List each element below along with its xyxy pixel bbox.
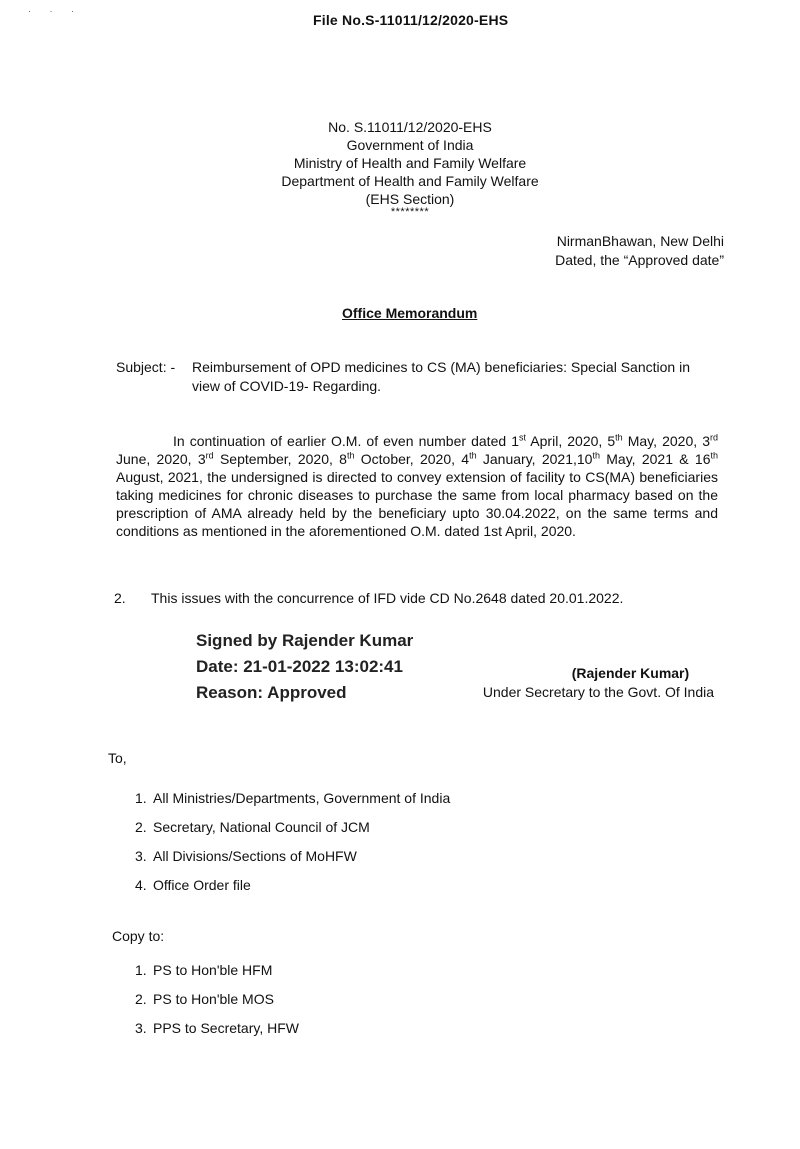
- file-number: File No.S-11011/12/2020-EHS: [313, 12, 509, 28]
- list-item: 3. All Divisions/Sections of MoHFW: [135, 848, 357, 864]
- list-item: 3. PPS to Secretary, HFW: [135, 1020, 299, 1036]
- paragraph-2-text: This issues with the concurrence of IFD vide CD No.2648 dated 20.01.2022.: [151, 590, 624, 606]
- separator-stars: ********: [390, 206, 430, 218]
- section-line: (EHS Section): [365, 191, 455, 207]
- paragraph-2: [114, 590, 623, 606]
- signed-by: Signed by Rajender Kumar: [196, 631, 414, 650]
- letterhead: [240, 118, 580, 216]
- scan-specks: · · ·: [28, 6, 82, 16]
- reference-number: No. S.11011/12/2020-EHS: [328, 119, 492, 135]
- paragraph-2-number: 2.: [114, 590, 126, 606]
- signatory-name: (Rajender Kumar): [571, 665, 690, 681]
- recipients-list: [135, 790, 450, 906]
- list-item: 2. PS to Hon'ble MOS: [135, 991, 274, 1007]
- signature-reason: Reason: Approved: [196, 683, 347, 702]
- signatory-designation: Under Secretary to the Govt. Of India: [482, 684, 714, 700]
- ministry-line: Ministry of Health and Family Welfare: [293, 155, 527, 171]
- place-line: NirmanBhawan, New Delhi: [556, 233, 724, 249]
- place-date-block: [555, 232, 724, 270]
- signature-date: Date: 21-01-2022 13:02:41: [196, 657, 403, 676]
- copy-to-list: [135, 962, 299, 1049]
- signatory-block: [483, 664, 714, 702]
- list-item: 1. All Ministries/Departments, Government of India: [135, 790, 451, 806]
- subject-block: [116, 358, 696, 396]
- government-line: Government of India: [346, 137, 474, 153]
- subject-label: Subject: -: [116, 359, 176, 375]
- list-item: 1. PS to Hon'ble HFM: [135, 962, 273, 978]
- digital-signature-stamp: [196, 628, 413, 706]
- subject-text: Reimbursement of OPD medicines to CS (MA) beneficiaries: Special Sanction in view of COVID-19- Regarding.: [192, 359, 690, 394]
- paragraph-1-text: In continuation of earlier O.M. of even number dated 1st April, 2020, 5th May, 2020, 3rd June, 2020, 3rd September, 2020, 8th October, 2020, 4th January, 2021,10th May, 2021 & 16th August, 2021, the undersigned is directed to convey extension of facility to CS(MA) beneficiaries taking medicines for chronic diseases to purchase the same from local pharmacy based on the prescription of AMA already held by the beneficiary upto 30.04.2022, on the same terms and conditions as mentioned in the aforementioned O.M. dated 1st April, 2020.: [116, 432, 718, 539]
- document-title: Office Memorandum: [342, 305, 478, 321]
- list-item: 2. Secretary, National Council of JCM: [135, 819, 370, 835]
- paragraph-1: [116, 432, 718, 540]
- list-item: 4. Office Order file: [135, 877, 251, 893]
- copy-to-label: Copy to:: [112, 928, 165, 944]
- department-line: Department of Health and Family Welfare: [281, 173, 539, 189]
- dated-line: Dated, the “Approved date”: [555, 252, 724, 268]
- to-label: To,: [108, 750, 127, 766]
